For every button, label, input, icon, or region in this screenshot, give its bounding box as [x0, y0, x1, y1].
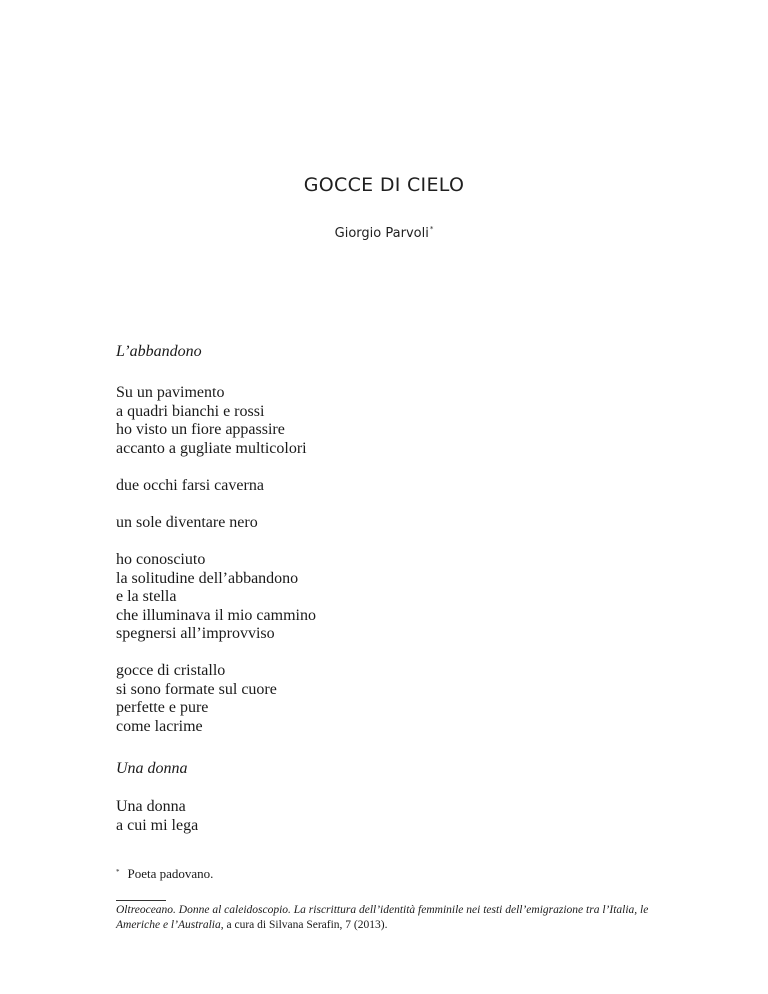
verse-line: che illuminava il mio cammino — [116, 606, 316, 624]
verse-line: ho conosciuto — [116, 551, 206, 568]
verse-line: Una donna — [116, 798, 186, 815]
verse-line: si sono formate sul cuore — [116, 680, 277, 698]
footnote-marker: * — [429, 225, 434, 233]
verse-line: accanto a gugliate multicolori — [116, 439, 307, 457]
stanza — [116, 384, 307, 458]
author-name: Giorgio Parvoli — [334, 226, 429, 241]
poem-title: L’abbandono — [116, 343, 202, 360]
footer-rule — [116, 900, 166, 901]
stanza — [116, 798, 198, 835]
footnote — [116, 866, 213, 882]
footnote-marker: * — [116, 868, 120, 876]
verse-line: due occhi farsi caverna — [116, 477, 264, 494]
stanza — [116, 662, 277, 736]
stanza — [116, 514, 258, 533]
citation-title: Oltreoceano. Donne al caleidoscopio. La riscrittura dell’identità femminile nei testi dell’emigrazione tra l’Italia, le Americhe e l’Australia — [116, 904, 649, 931]
verse-line: perfette e pure — [116, 699, 209, 717]
verse-line: e la stella — [116, 588, 177, 606]
verse-line: spegnersi all’improvviso — [116, 625, 275, 643]
verse-line: a quadri bianchi e rossi — [116, 402, 265, 420]
stanza — [116, 551, 316, 644]
verse-line: ho visto un fiore appassire — [116, 421, 285, 439]
citation-details: , a cura di Silvana Serafin, 7 (2013). — [220, 919, 388, 931]
verse-line: la solitudine dell’abbandono — [116, 569, 299, 587]
poem-title: Una donna — [116, 760, 188, 777]
stanza — [116, 477, 264, 496]
author-byline — [0, 225, 768, 241]
footnote-text: Poeta padovano. — [127, 866, 214, 881]
verse-line: Su un pavimento — [116, 384, 225, 401]
verse-line: gocce di cristallo — [116, 662, 226, 679]
verse-line: come lacrime — [116, 717, 203, 735]
page-title: GOCCE DI CIELO — [303, 174, 465, 196]
verse-line: un sole diventare nero — [116, 514, 258, 531]
journal-citation — [116, 903, 676, 933]
verse-line: a cui mi lega — [116, 816, 199, 834]
